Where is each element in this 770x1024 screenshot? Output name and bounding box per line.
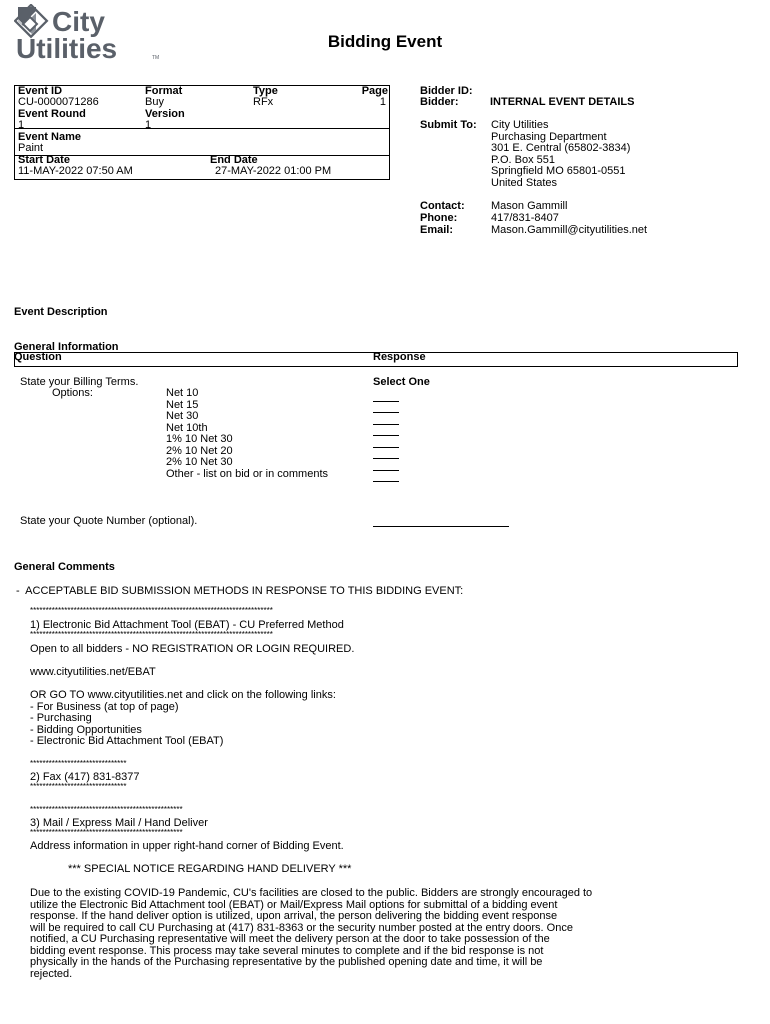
event-name-label: Event Name xyxy=(18,131,81,143)
mail-method: 3) Mail / Express Mail / Hand Deliver xyxy=(30,817,208,829)
type-value: RFx xyxy=(253,96,274,108)
billing-option: Net 30 xyxy=(166,410,199,422)
bidder-id-label: Bidder ID: xyxy=(420,85,473,97)
star-divider: ******************************* xyxy=(30,782,127,791)
page-label: Page xyxy=(361,85,388,97)
general-info-heading: General Information xyxy=(14,341,119,353)
event-id-label: Event ID xyxy=(18,85,63,97)
end-date-value: 27-MAY-2022 01:00 PM xyxy=(215,165,332,177)
notice-line: response. If the hand deliver option is utilized, upon arrival, the person delivering the bidding event response xyxy=(30,910,558,922)
address-line: City Utilities xyxy=(491,119,549,131)
navigation-instructions xyxy=(30,690,336,748)
address-line: Purchasing Department xyxy=(491,130,607,143)
bidder-value: INTERNAL EVENT DETAILS xyxy=(490,96,635,108)
type-label: Type xyxy=(253,85,278,97)
notice-line: will be required to call CU Purchasing at (417) 831-8363 or the security number posted at the entry doors. Once xyxy=(30,921,573,934)
response-blank[interactable] xyxy=(373,390,399,402)
address-line: 301 E. Central (65802-3834) xyxy=(491,142,631,154)
billing-terms-question: State your Billing Terms. xyxy=(20,376,139,388)
logo-text-utilities: Utilities xyxy=(16,33,118,62)
billing-response-blanks xyxy=(373,390,399,482)
page-title: Bidding Event xyxy=(327,32,443,51)
instruction-line: - Electronic Bid Attachment Tool (EBAT) xyxy=(30,735,224,747)
billing-option: Net 10 xyxy=(166,387,199,399)
version-label: Version xyxy=(145,108,185,120)
notice-line: bidding event response. This process may take several minutes to complete and if the bid response is not xyxy=(30,944,544,957)
quote-number-blank[interactable] xyxy=(373,526,509,527)
star-divider: ************************************************* xyxy=(30,828,183,837)
logo-tm: TM xyxy=(152,55,160,61)
notice-line: physically in the hands of the Purchasing representative by the published opening date and time, it will be xyxy=(30,956,543,968)
response-blank[interactable] xyxy=(373,425,399,437)
start-date-label: Start Date xyxy=(18,154,70,166)
email-value[interactable]: Mason.Gammill@cityutilities.net xyxy=(491,224,648,236)
phone-label: Phone: xyxy=(420,212,458,224)
event-name-value: Paint xyxy=(18,142,44,154)
format-label: Format xyxy=(145,85,183,97)
logo-text-city: City xyxy=(52,6,105,37)
version-value: 1 xyxy=(145,119,152,131)
notice-line: utilize the Electronic Bid Attachment tool (EBAT) or Mail/Express Mail options for submittal of a bidding event xyxy=(30,898,558,911)
billing-option: 1% 10 Net 30 xyxy=(166,433,233,445)
notice-line: rejected. xyxy=(30,967,73,980)
response-header: Response xyxy=(373,351,426,363)
submit-to-label: Submit To: xyxy=(420,119,477,131)
fax-method: 2) Fax (417) 831-8377 xyxy=(30,771,140,783)
contact-label: Contact: xyxy=(420,200,465,212)
address-line: P.O. Box 551 xyxy=(491,153,556,166)
submit-to-address xyxy=(491,120,630,189)
quote-number-question: State your Quote Number (optional). xyxy=(20,515,198,527)
submission-methods-intro: - ACCEPTABLE BID SUBMISSION METHODS IN RESPONSE TO THIS BIDDING EVENT: xyxy=(16,585,464,597)
phone-value: 417/831-8407 xyxy=(491,212,559,224)
page-value: 1 xyxy=(379,96,386,108)
open-to-all-note: Open to all bidders - NO REGISTRATION OR LOGIN REQUIRED. xyxy=(30,643,355,655)
options-label: Options: xyxy=(52,387,93,399)
billing-option: Net 15 xyxy=(166,398,199,411)
response-blank[interactable] xyxy=(373,459,399,471)
billing-option: Other - list on bid or in comments xyxy=(166,467,329,480)
ebat-url[interactable]: www.cityutilities.net/EBAT xyxy=(30,666,156,678)
ebat-method-title: 1) Electronic Bid Attachment Tool (EBAT) - CU Preferred Method xyxy=(30,619,344,631)
star-divider: ****************************************************************************** xyxy=(30,606,273,615)
contact-value: Mason Gammill xyxy=(491,200,568,212)
general-comments-heading: General Comments xyxy=(14,561,115,573)
event-id-value: CU-0000071286 xyxy=(18,96,99,108)
question-header: Question xyxy=(14,351,62,363)
star-divider: ******************************* xyxy=(30,759,127,768)
response-blank[interactable] xyxy=(373,471,399,483)
instruction-line: - Purchasing xyxy=(30,712,92,724)
response-blank[interactable] xyxy=(373,436,399,448)
format-value: Buy xyxy=(145,96,164,108)
billing-option: 2% 10 Net 20 xyxy=(166,444,233,457)
special-notice-heading: *** SPECIAL NOTICE REGARDING HAND DELIVERY *** xyxy=(68,863,352,875)
instruction-line: OR GO TO www.cityutilities.net and click on the following links: xyxy=(30,689,336,701)
billing-option: 2% 10 Net 30 xyxy=(166,456,233,468)
address-line: United States xyxy=(491,176,558,189)
notice-line: Due to the existing COVID-19 Pandemic, CU's facilities are closed to the public. Bidders are strongly encouraged to xyxy=(30,887,593,899)
response-blank[interactable] xyxy=(373,402,399,414)
start-date-value: 11-MAY-2022 07:50 AM xyxy=(18,165,133,177)
covid-notice xyxy=(30,888,592,980)
star-divider: ****************************************************************************** xyxy=(30,630,273,639)
event-round-value: 1 xyxy=(18,119,25,131)
instruction-line: - Bidding Opportunities xyxy=(30,723,142,736)
event-description-heading: Event Description xyxy=(14,306,108,318)
billing-option: Net 10th xyxy=(166,421,208,434)
end-date-label: End Date xyxy=(210,154,258,166)
address-info-note: Address information in upper right-hand corner of Bidding Event. xyxy=(30,840,344,852)
address-line: Springfield MO 65801-0551 xyxy=(491,165,626,177)
event-round-label: Event Round xyxy=(18,108,86,120)
response-blank[interactable] xyxy=(373,413,399,425)
star-divider: ************************************************* xyxy=(30,805,183,814)
instruction-line: - For Business (at top of page) xyxy=(30,700,179,713)
notice-line: notified, a CU Purchasing representative will meet the delivery person at the door to take possession of the xyxy=(30,933,550,945)
response-blank[interactable] xyxy=(373,448,399,460)
email-label: Email: xyxy=(420,224,454,236)
select-one-label: Select One xyxy=(373,376,430,388)
billing-options-list xyxy=(166,388,328,480)
bidder-label: Bidder: xyxy=(420,96,459,108)
